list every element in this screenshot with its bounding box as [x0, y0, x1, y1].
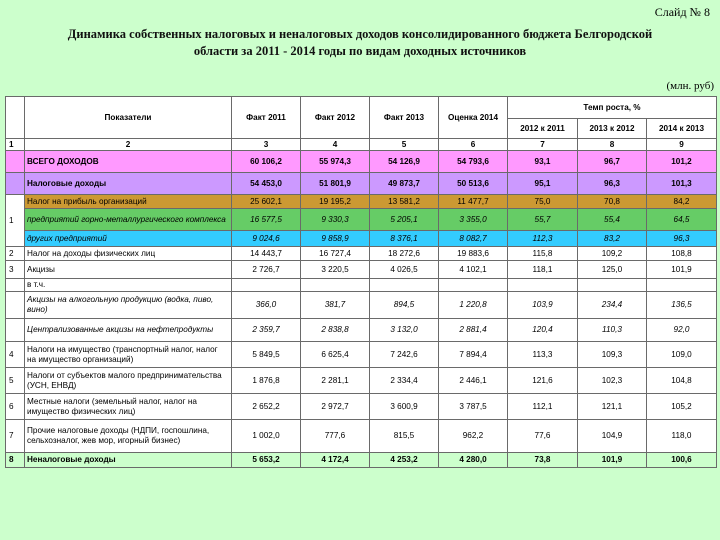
value-cell: 54 793,6	[439, 151, 508, 173]
value-cell: 96,3	[578, 173, 647, 195]
value-cell: 121,6	[508, 368, 578, 394]
row-label: Централизованные акцизы на нефтепродукты	[25, 319, 232, 342]
value-cell	[508, 279, 578, 292]
table-row	[6, 319, 717, 342]
value-cell: 49 873,7	[370, 173, 439, 195]
value-cell: 4 280,0	[439, 453, 508, 468]
row-label: Акцизы на алкогольную продукцию (водка, пиво, вино)	[25, 292, 232, 319]
value-cell: 4 102,1	[439, 261, 508, 279]
value-cell: 9 858,9	[301, 231, 370, 247]
value-cell: 60 106,2	[232, 151, 301, 173]
header-estimate-2014: Оценка 2014	[439, 97, 508, 139]
col-number: 1	[6, 139, 25, 151]
value-cell: 54 126,9	[370, 151, 439, 173]
value-cell: 8 082,7	[439, 231, 508, 247]
value-cell: 125,0	[578, 261, 647, 279]
row-label: Налог на прибыль организаций	[25, 195, 232, 209]
value-cell: 366,0	[232, 292, 301, 319]
value-cell: 136,5	[647, 292, 717, 319]
value-cell: 1 876,8	[232, 368, 301, 394]
value-cell: 55,7	[508, 209, 578, 231]
value-cell: 84,2	[647, 195, 717, 209]
table-row	[6, 173, 717, 195]
value-cell: 6 625,4	[301, 342, 370, 368]
header-no	[6, 97, 25, 139]
value-cell: 96,3	[647, 231, 717, 247]
header-fact-2012: Факт 2012	[301, 97, 370, 139]
col-number: 5	[370, 139, 439, 151]
value-cell: 101,9	[578, 453, 647, 468]
value-cell: 77,6	[508, 420, 578, 453]
value-cell	[232, 279, 301, 292]
col-number: 2	[25, 139, 232, 151]
value-cell: 234,4	[578, 292, 647, 319]
row-label: Налог на доходы физических лиц	[25, 247, 232, 261]
value-cell: 3 132,0	[370, 319, 439, 342]
value-cell: 4 172,4	[301, 453, 370, 468]
value-cell: 3 787,5	[439, 394, 508, 420]
table-row	[6, 261, 717, 279]
value-cell: 100,6	[647, 453, 717, 468]
value-cell: 108,8	[647, 247, 717, 261]
value-cell: 109,0	[647, 342, 717, 368]
header-growth-2013: 2013 к 2012	[578, 119, 647, 139]
value-cell: 5 205,1	[370, 209, 439, 231]
value-cell: 83,2	[578, 231, 647, 247]
row-number	[6, 279, 25, 292]
row-number: 2	[6, 247, 25, 261]
value-cell: 104,9	[578, 420, 647, 453]
value-cell: 8 376,1	[370, 231, 439, 247]
value-cell: 105,2	[647, 394, 717, 420]
value-cell: 25 602,1	[232, 195, 301, 209]
value-cell: 7 894,4	[439, 342, 508, 368]
col-number: 3	[232, 139, 301, 151]
value-cell: 101,3	[647, 173, 717, 195]
title-line-1: Динамика собственных налоговых и неналоговых доходов консолидированного бюджета Белгородской	[67, 27, 653, 41]
table-row	[6, 453, 717, 468]
table-row	[6, 368, 717, 394]
value-cell: 7 242,6	[370, 342, 439, 368]
value-cell: 102,3	[578, 368, 647, 394]
value-cell: 115,8	[508, 247, 578, 261]
value-cell: 19 883,6	[439, 247, 508, 261]
slide-number: Слайд № 8	[654, 5, 710, 19]
col-number: 9	[647, 139, 717, 151]
row-number: 7	[6, 420, 25, 453]
value-cell: 70,8	[578, 195, 647, 209]
header-indicator: Показатели	[25, 97, 232, 139]
value-cell: 9 330,3	[301, 209, 370, 231]
row-label: Налоги от субъектов малого предпринимательства (УСН, ЕНВД)	[25, 368, 232, 394]
col-number: 4	[301, 139, 370, 151]
row-number	[6, 151, 25, 173]
row-number: 6	[6, 394, 25, 420]
col-number: 6	[439, 139, 508, 151]
header-fact-2011: Факт 2011	[232, 97, 301, 139]
row-number: 8	[6, 453, 25, 468]
row-number	[6, 292, 25, 319]
value-cell: 1 002,0	[232, 420, 301, 453]
value-cell: 815,5	[370, 420, 439, 453]
value-cell	[301, 279, 370, 292]
value-cell: 13 581,2	[370, 195, 439, 209]
value-cell: 104,8	[647, 368, 717, 394]
col-number: 7	[508, 139, 578, 151]
value-cell: 4 253,2	[370, 453, 439, 468]
value-cell: 93,1	[508, 151, 578, 173]
row-label: Налоговые доходы	[25, 173, 232, 195]
value-cell: 3 220,5	[301, 261, 370, 279]
header-growth-rate: Темп роста, %	[508, 97, 717, 119]
table-row	[6, 195, 717, 209]
row-number: 1	[6, 195, 25, 247]
value-cell: 110,3	[578, 319, 647, 342]
value-cell: 4 026,5	[370, 261, 439, 279]
row-label: Местные налоги (земельный налог, налог на имущество физических лиц)	[25, 394, 232, 420]
value-cell: 55,4	[578, 209, 647, 231]
page-title	[0, 26, 720, 60]
table-row	[6, 151, 717, 173]
value-cell: 101,2	[647, 151, 717, 173]
table-row	[6, 209, 717, 231]
value-cell: 2 726,7	[232, 261, 301, 279]
header-fact-2013: Факт 2013	[370, 97, 439, 139]
value-cell	[647, 279, 717, 292]
table-row	[6, 292, 717, 319]
value-cell: 2 838,8	[301, 319, 370, 342]
value-cell: 1 220,8	[439, 292, 508, 319]
value-cell: 75,0	[508, 195, 578, 209]
value-cell: 109,2	[578, 247, 647, 261]
row-number: 5	[6, 368, 25, 394]
value-cell: 113,3	[508, 342, 578, 368]
value-cell: 3 600,9	[370, 394, 439, 420]
row-label: в т.ч.	[25, 279, 232, 292]
col-number: 8	[578, 139, 647, 151]
value-cell: 16 577,5	[232, 209, 301, 231]
row-label: ВСЕГО ДОХОДОВ	[25, 151, 232, 173]
row-label: Неналоговые доходы	[25, 453, 232, 468]
value-cell: 92,0	[647, 319, 717, 342]
title-line-2: области за 2011 - 2014 годы по видам доходных источников	[193, 44, 527, 58]
row-number	[6, 319, 25, 342]
value-cell: 120,4	[508, 319, 578, 342]
value-cell: 18 272,6	[370, 247, 439, 261]
value-cell: 2 972,7	[301, 394, 370, 420]
value-cell: 103,9	[508, 292, 578, 319]
value-cell: 118,0	[647, 420, 717, 453]
row-number: 4	[6, 342, 25, 368]
table-row	[6, 279, 717, 292]
table-row	[6, 342, 717, 368]
column-number-row	[6, 139, 717, 151]
value-cell: 2 446,1	[439, 368, 508, 394]
value-cell: 2 359,7	[232, 319, 301, 342]
value-cell: 11 477,7	[439, 195, 508, 209]
table-row	[6, 247, 717, 261]
value-cell: 55 974,3	[301, 151, 370, 173]
value-cell: 3 355,0	[439, 209, 508, 231]
value-cell: 112,3	[508, 231, 578, 247]
value-cell: 51 801,9	[301, 173, 370, 195]
value-cell: 121,1	[578, 394, 647, 420]
value-cell: 9 024,6	[232, 231, 301, 247]
row-number	[6, 173, 25, 195]
value-cell: 2 652,2	[232, 394, 301, 420]
unit-label: (млн. руб)	[666, 80, 714, 92]
table-row	[6, 231, 717, 247]
row-label: других предприятий	[25, 231, 232, 247]
value-cell: 381,7	[301, 292, 370, 319]
row-label: Акцизы	[25, 261, 232, 279]
value-cell: 777,6	[301, 420, 370, 453]
value-cell: 894,5	[370, 292, 439, 319]
revenue-table	[5, 96, 717, 468]
value-cell: 64,5	[647, 209, 717, 231]
value-cell: 73,8	[508, 453, 578, 468]
value-cell	[578, 279, 647, 292]
value-cell: 95,1	[508, 173, 578, 195]
value-cell: 14 443,7	[232, 247, 301, 261]
value-cell: 50 513,6	[439, 173, 508, 195]
value-cell: 96,7	[578, 151, 647, 173]
value-cell	[439, 279, 508, 292]
value-cell: 2 334,4	[370, 368, 439, 394]
row-label: предприятий горно-металлургического комплекса	[25, 209, 232, 231]
value-cell: 109,3	[578, 342, 647, 368]
value-cell: 5 849,5	[232, 342, 301, 368]
value-cell: 54 453,0	[232, 173, 301, 195]
value-cell: 2 281,1	[301, 368, 370, 394]
row-number: 3	[6, 261, 25, 279]
value-cell: 2 881,4	[439, 319, 508, 342]
value-cell: 19 195,2	[301, 195, 370, 209]
value-cell: 16 727,4	[301, 247, 370, 261]
header-growth-2012: 2012 к 2011	[508, 119, 578, 139]
table-row	[6, 420, 717, 453]
value-cell: 962,2	[439, 420, 508, 453]
header-growth-2014: 2014 к 2013	[647, 119, 717, 139]
row-label: Прочие налоговые доходы (НДПИ, госпошлина, сельхозналог, жев мор, игорный бизнес)	[25, 420, 232, 453]
row-label: Налоги на имущество (транспортный налог, налог на имущество организаций)	[25, 342, 232, 368]
value-cell	[370, 279, 439, 292]
value-cell: 118,1	[508, 261, 578, 279]
value-cell: 101,9	[647, 261, 717, 279]
table-row	[6, 394, 717, 420]
value-cell: 112,1	[508, 394, 578, 420]
value-cell: 5 653,2	[232, 453, 301, 468]
